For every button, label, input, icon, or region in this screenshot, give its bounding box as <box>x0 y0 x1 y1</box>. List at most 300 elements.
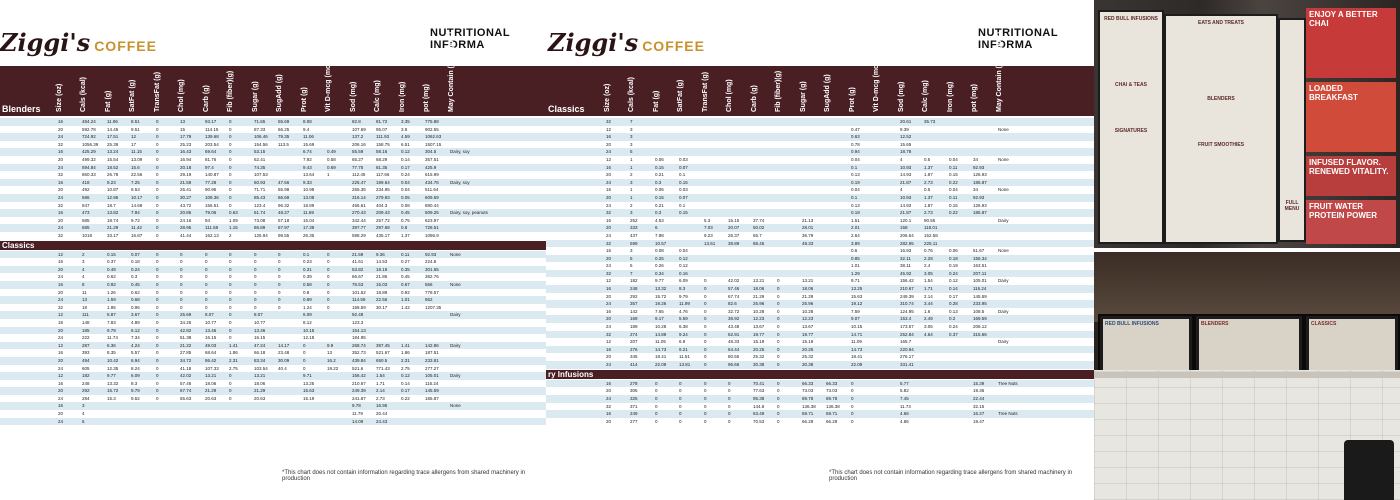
table-cell: 0.05 <box>401 194 410 200</box>
table-row <box>546 141 1094 149</box>
table-cell: 9.77 <box>655 278 664 284</box>
table-cell: 0.45 <box>401 274 410 280</box>
table-cell: 1062.63 <box>425 134 442 140</box>
table-cell: 0 <box>156 119 159 124</box>
table-cell: 3 <box>630 179 633 185</box>
table-cell: 0 <box>704 308 707 314</box>
table-cell: 13.82 <box>107 210 119 216</box>
table-cell: 184.95 <box>352 335 366 341</box>
table-cell: 0 <box>229 179 232 185</box>
table-cell: 65.63 <box>180 395 192 401</box>
table-cell: 32 <box>58 202 64 208</box>
table-cell: 92.93 <box>973 164 985 170</box>
table-cell: 14.93 <box>900 172 912 178</box>
table-cell: 24 <box>58 164 64 170</box>
table-cell: 13.67 <box>753 324 765 330</box>
menu-board-1 <box>1098 10 1164 244</box>
table-cell: 45.92 <box>900 270 912 276</box>
table-cell: 0 <box>851 388 854 394</box>
table-cell: 3 <box>630 210 633 216</box>
table-cell: 92.48 <box>352 312 364 318</box>
table-cell: 30.38 <box>802 362 814 367</box>
table-cell: 0 <box>777 380 780 386</box>
table-cell: 316.14 <box>352 194 366 200</box>
table-cell: 18.7 <box>107 202 116 208</box>
table-cell: 21.22 <box>180 342 192 348</box>
table-cell: 49.33 <box>802 240 814 246</box>
table-cell: 114.15 <box>205 126 219 132</box>
column-header: Chol (mg) <box>178 79 185 112</box>
table-cell: 0.14 <box>949 286 958 292</box>
table-row <box>0 327 546 335</box>
table-cell: Dairy <box>450 312 461 318</box>
table-cell: 57.46 <box>728 286 740 292</box>
column-header: Vit D-mcg (mcg) <box>873 58 880 112</box>
table-cell: 0 <box>278 304 281 310</box>
table-cell: 0 <box>303 350 306 356</box>
table-cell: 0.58 <box>303 281 312 287</box>
table-cell: 287 <box>82 342 90 348</box>
table-cell: 0 <box>254 304 257 310</box>
promo-tile: FRUIT WATER PROTEIN POWER <box>1306 200 1396 244</box>
table-cell: 0 <box>655 380 658 386</box>
table-cell: 0 <box>704 278 707 284</box>
table-cell: 585 <box>82 217 90 223</box>
table-cell: 0 <box>156 266 159 272</box>
table-row <box>0 224 546 232</box>
board-heading: SIGNATURES <box>1114 128 1148 134</box>
table-cell: 13 <box>82 297 88 303</box>
table-row <box>546 338 1094 346</box>
table-cell: 158.75 <box>376 141 390 147</box>
table-cell: 16 <box>606 380 612 386</box>
table-cell: 233.95 <box>973 301 987 307</box>
table-cell: 16 <box>606 411 612 417</box>
table-cell: 5 <box>82 418 85 424</box>
footnote: *This chart does not contain information regarding trace allergens from shared machinery in production <box>829 470 1073 482</box>
table-cell: 156.51 <box>205 202 219 208</box>
table-row <box>546 179 1094 187</box>
table-cell: Dairy <box>450 373 461 379</box>
table-cell: 1.54 <box>376 373 385 379</box>
table-cell: 19.26 <box>655 301 667 307</box>
table-cell: 0 <box>679 388 682 394</box>
table-cell: 2.73 <box>924 210 933 216</box>
table-cell: 8.07 <box>254 312 263 318</box>
table-cell: 15.72 <box>655 293 667 299</box>
table-cell: 0.17 <box>949 293 958 299</box>
table-cell: 494 <box>82 357 90 363</box>
table-cell: 20 <box>58 266 64 272</box>
table-cell: 473 <box>82 210 90 216</box>
table-cell: 49.03 <box>205 342 217 348</box>
table-cell: 224.8 <box>425 259 437 265</box>
table-cell: 2.64 <box>851 232 860 238</box>
column-header: SatFat (g) <box>677 79 684 112</box>
table-cell: 0 <box>229 156 232 162</box>
table-cell: 0.11 <box>949 164 958 170</box>
table-cell: 156.42 <box>900 278 914 284</box>
table-cell: 90.95 <box>205 187 217 193</box>
table-cell: 16 <box>606 346 612 352</box>
table-cell: 20 <box>606 172 612 178</box>
table-cell: 434.76 <box>425 179 439 185</box>
table-cell: 15.39 <box>973 380 985 386</box>
table-row <box>546 217 1094 225</box>
table-cell: 0 <box>278 259 281 265</box>
table-cell: 88.45 <box>753 240 765 246</box>
table-cell: 15.65 <box>900 141 912 147</box>
table-cell: 7.88 <box>655 232 664 238</box>
table-cell: 9.39 <box>900 126 909 132</box>
table-cell: 66.69 <box>278 194 290 200</box>
table-cell: 21.59 <box>180 179 192 185</box>
table-cell: 173.57 <box>900 324 914 330</box>
table-cell: 199.64 <box>376 179 390 185</box>
table-cell: 0 <box>704 324 707 330</box>
table-cell: 1.37 <box>924 194 933 200</box>
table-cell: 1056.39 <box>82 141 99 147</box>
table-cell: 7.45 <box>900 395 909 401</box>
table-cell: 270.43 <box>352 210 366 216</box>
table-row <box>546 361 1094 369</box>
table-row <box>546 315 1094 323</box>
table-cell: 0 <box>156 289 159 295</box>
table-cell: 47.56 <box>278 179 290 185</box>
table-cell: 16 <box>606 134 612 140</box>
table-cell: 14.93 <box>900 202 912 208</box>
table-cell: 0.45 <box>131 281 140 287</box>
table-cell: 1.01 <box>401 297 410 303</box>
table-cell: 0 <box>655 395 658 401</box>
table-cell: 0 <box>156 210 159 216</box>
table-cell: 0 <box>303 357 306 363</box>
table-cell: 241.87 <box>352 395 366 401</box>
table-cell: 34.72 <box>180 357 192 363</box>
table-cell: 521.67 <box>376 350 390 356</box>
table-cell: 21.87 <box>900 179 912 185</box>
table-cell: 0.2 <box>949 316 956 322</box>
table-cell: 0 <box>180 281 183 287</box>
table-cell: 0 <box>205 297 208 303</box>
ziggis-logo <box>0 28 157 57</box>
screen-heading: BLENDERS <box>1201 321 1229 327</box>
table-cell: 22.44 <box>973 395 985 401</box>
table-cell: 2.31 <box>401 357 410 363</box>
table-cell: 0 <box>156 304 159 310</box>
table-cell: 60.93 <box>254 179 266 185</box>
table-cell: 18.06 <box>753 286 765 292</box>
table-cell: 0 <box>777 301 780 307</box>
table-cell: 10.42 <box>107 357 119 363</box>
table-cell: 248 <box>630 286 638 292</box>
table-cell: 439.84 <box>352 357 366 363</box>
table-cell: 38.89 <box>728 240 740 246</box>
table-cell: 685 <box>82 225 90 231</box>
table-cell: 20 <box>58 327 64 333</box>
table-cell: 32 <box>58 141 64 147</box>
table-cell: 0 <box>704 411 707 417</box>
table-cell: 7.83 <box>107 319 116 325</box>
table-cell: 0 <box>728 388 731 394</box>
table-cell: 4 <box>82 411 85 417</box>
table-cell: 1507.15 <box>425 141 442 147</box>
table-cell: 16.15 <box>205 335 217 341</box>
table-cell: 73.03 <box>826 388 838 394</box>
table-cell: 9.23 <box>107 179 116 185</box>
table-cell: 20 <box>58 411 64 417</box>
board-heading: RED BULL INFUSIONS <box>1104 16 1158 22</box>
table-cell: 2 <box>630 202 633 208</box>
table-cell: None <box>998 156 1009 162</box>
table-cell: 393 <box>82 350 90 356</box>
table-cell: 0.1 <box>303 251 310 257</box>
table-cell: 6.74 <box>303 149 312 155</box>
table-row <box>0 156 546 164</box>
table-cell: 0 <box>278 281 281 287</box>
table-cell: 0 <box>777 403 780 409</box>
table-cell: 315.66 <box>973 331 987 337</box>
table-cell: 92.93 <box>973 194 985 200</box>
table-cell: 90.55 <box>924 217 936 223</box>
table-cell: 14.53 <box>376 259 388 265</box>
table-cell: 382.76 <box>425 274 439 280</box>
table-cell: 1.37 <box>924 164 933 170</box>
table-cell: 19.36 <box>973 388 985 394</box>
table-cell: 3.06 <box>924 324 933 330</box>
table-cell: 456.61 <box>352 202 366 208</box>
table-cell: 0 <box>303 342 306 348</box>
table-cell: 0 <box>777 324 780 330</box>
table-cell: Dairy <box>450 342 461 348</box>
table-cell: 18.74 <box>107 217 119 223</box>
table-cell: 24.16 <box>180 217 192 223</box>
table-cell: 1 <box>630 156 633 162</box>
table-cell: 1.51 <box>851 217 860 223</box>
page-title: NUTRITIONAL INFORMA <box>978 27 1058 51</box>
screen-heading: CLASSICS <box>1311 321 1337 327</box>
table-cell: 209.43 <box>376 210 390 216</box>
table-cell: 2.31 <box>229 357 238 363</box>
table-cell: 12 <box>131 134 137 140</box>
table-cell: 10.93 <box>900 164 912 170</box>
table-cell: 0 <box>851 411 854 417</box>
table-cell: 36.79 <box>802 232 814 238</box>
table-cell: 105.01 <box>425 373 439 379</box>
table-body-blenders <box>0 118 546 240</box>
table-cell: 0.14 <box>401 156 410 162</box>
table-cell: 9.71 <box>851 278 860 284</box>
table-cell: 97.4 <box>205 164 214 170</box>
table-cell: 0.15 <box>949 172 958 178</box>
table-cell: 68.29 <box>376 156 388 162</box>
table-cell: 1.87 <box>924 202 933 208</box>
table-row <box>546 323 1094 331</box>
table-cell: 20 <box>58 126 64 132</box>
table-cell: 67.97 <box>278 225 290 231</box>
menu-board-3 <box>1278 18 1306 242</box>
table-row <box>0 126 546 134</box>
table-cell: 107.53 <box>254 172 268 178</box>
table-cell: 0 <box>156 357 159 363</box>
table-cell: 0.78 <box>851 141 860 147</box>
table-cell: 566 <box>425 281 433 287</box>
table-cell: 14.17 <box>278 342 290 348</box>
table-cell: 5.77 <box>900 380 909 386</box>
table-cell: 728.51 <box>425 225 439 231</box>
table-cell: 40.4 <box>278 365 287 371</box>
table-cell: 0 <box>254 289 257 295</box>
table-cell: 0 <box>229 289 232 295</box>
table-cell: 0 <box>229 373 232 379</box>
table-cell: 1018 <box>82 232 93 238</box>
table-cell: 8.51 <box>131 119 140 124</box>
table-cell: 169.59 <box>973 316 987 322</box>
table-cell: 0 <box>156 134 159 140</box>
table-cell: 0 <box>777 339 780 345</box>
table-cell: 169 <box>630 316 638 322</box>
table-cell: 0 <box>229 164 232 170</box>
table-cell: 96.32 <box>278 202 290 208</box>
table-cell: 0.04 <box>949 156 958 162</box>
table-cell: 79.06 <box>205 210 217 216</box>
table-cell: 25.69 <box>180 312 192 318</box>
table-cell: 1.29 <box>851 270 860 276</box>
table-cell: 0.18 <box>949 255 958 261</box>
table-cell: 0 <box>229 187 232 193</box>
table-row <box>546 164 1094 172</box>
table-cell: 1.86 <box>401 350 410 356</box>
table-cell: 435.17 <box>376 232 390 238</box>
table-cell: 24 <box>58 194 64 200</box>
table-row <box>546 380 1094 388</box>
table-row <box>546 331 1094 339</box>
table-cell: 331.41 <box>900 362 914 367</box>
table-cell: 0 <box>679 380 682 386</box>
table-cell: 15.69 <box>303 141 315 147</box>
table-cell: 0.39 <box>303 274 312 280</box>
table-cell: 650.5 <box>376 357 388 363</box>
table-cell: 0.37 <box>107 259 116 265</box>
table-cell: 0 <box>704 380 707 386</box>
promo-tile: ENJOY A BETTER CHAI <box>1306 8 1396 78</box>
table-cell: 18.06 <box>802 286 814 292</box>
table-row <box>0 402 546 410</box>
table-cell: 292 <box>630 293 638 299</box>
table-cell: 86.42 <box>205 357 217 363</box>
table-cell: 13.32 <box>107 380 119 386</box>
table-cell: 17.38 <box>303 225 315 231</box>
table-cell: 23.48 <box>278 350 290 356</box>
table-cell: 8.3 <box>679 286 686 292</box>
table-row <box>0 273 546 281</box>
table-cell: 107.33 <box>205 365 219 371</box>
table-cell: 22.56 <box>376 297 388 303</box>
table-cell: 3.35 <box>401 119 410 124</box>
table-cell: 28.95 <box>180 225 192 231</box>
table-cell: 89.78 <box>802 395 814 401</box>
table-cell: 0 <box>254 251 257 257</box>
table-cell: 77.28 <box>205 179 217 185</box>
table-cell: 66.33 <box>826 380 838 386</box>
table-cell: 77.75 <box>352 164 364 170</box>
table-cell: 0 <box>156 327 159 333</box>
table-row <box>0 395 546 403</box>
table-cell: 20 <box>606 388 612 394</box>
table-cell: 0 <box>229 259 232 265</box>
table-row <box>546 346 1094 354</box>
table-cell: 43.48 <box>728 324 740 330</box>
table-cell: 24 <box>58 395 64 401</box>
table-cell: 605 <box>82 365 90 371</box>
table-cell: 4.64 <box>924 331 933 337</box>
table-cell: 0 <box>229 281 232 287</box>
column-header: pot (mg) <box>971 84 978 112</box>
table-cell: 66.25 <box>278 126 290 132</box>
table-row <box>0 349 546 357</box>
table-cell: 0.07 <box>679 194 688 200</box>
table-row <box>0 217 546 225</box>
table-cell: 81.35 <box>376 164 388 170</box>
table-cell: 185.87 <box>425 395 439 401</box>
table-cell: 87.33 <box>254 126 266 132</box>
table-cell: 15.54 <box>107 156 119 162</box>
table-cell: 32 <box>606 210 612 216</box>
table-cell: 20 <box>58 357 64 363</box>
table-cell: 0.15 <box>107 251 116 257</box>
table-cell: 0.24 <box>949 270 958 276</box>
table-cell: 20.86 <box>180 210 192 216</box>
table-cell: Tree Nuts <box>998 380 1018 386</box>
table-cell: 0 <box>180 297 183 303</box>
table-cell: 1.86 <box>229 350 238 356</box>
page-title: NUTRITIONAL INFORMA <box>430 27 510 51</box>
table-cell: 94 <box>205 217 211 223</box>
table-cell: 0 <box>156 342 159 348</box>
table-cell: 24 <box>58 335 64 341</box>
table-cell: 62.91 <box>728 331 740 337</box>
table-row <box>0 209 546 217</box>
table-cell: 12.95 <box>107 194 119 200</box>
table-cell: 203.54 <box>205 141 219 147</box>
table-cell: 71.65 <box>254 119 266 124</box>
table-cell: 1.24 <box>303 304 312 310</box>
table-cell: 225.47 <box>352 179 366 185</box>
table-cell: 16 <box>58 210 64 216</box>
table-cell: 20 <box>606 255 612 261</box>
table-cell: 0 <box>704 388 707 394</box>
table-row <box>546 300 1094 308</box>
table-cell: 778.57 <box>425 289 439 295</box>
table-cell: 92.93 <box>425 251 437 257</box>
table-cell: 0.1 <box>679 172 686 178</box>
column-header: SatFat (g) <box>129 79 136 112</box>
table-cell: 333 <box>630 225 638 231</box>
table-cell: 1.37 <box>401 232 410 238</box>
table-cell: 0 <box>728 411 731 417</box>
table-cell: 6.12 <box>131 327 140 333</box>
table-cell: 0 <box>254 297 257 303</box>
table-cell: 2 <box>630 172 633 178</box>
table-cell: 3 <box>82 259 85 265</box>
table-cell: 18.41 <box>851 354 863 360</box>
table-cell: 13.21 <box>753 278 765 284</box>
table-cell: 2 <box>82 251 85 257</box>
table-cell: 0.37 <box>949 331 958 337</box>
table-row <box>0 258 546 266</box>
table-cell: 59.71 <box>802 411 814 417</box>
table-cell: 16 <box>606 164 612 170</box>
